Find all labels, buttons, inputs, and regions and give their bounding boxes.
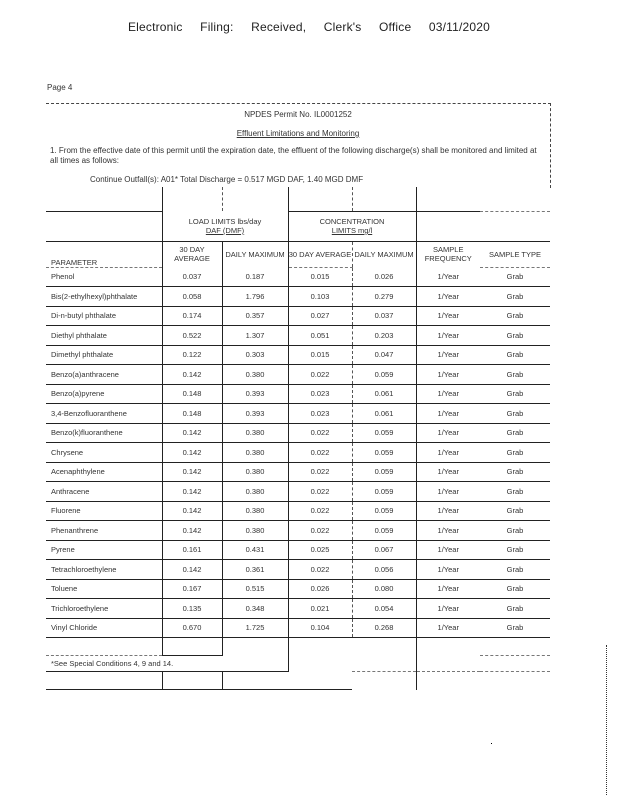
cell-parameter: Vinyl Chloride (46, 618, 162, 638)
cell-type: Grab (480, 326, 550, 346)
cell-load-daily-max: 0.380 (222, 482, 288, 502)
cell-load-30day: 0.122 (162, 345, 222, 365)
cell-conc-30day: 0.023 (288, 384, 352, 404)
cell-parameter: Benzo(a)anthracene (46, 365, 162, 385)
table-row (46, 287, 550, 307)
cell-conc-30day: 0.027 (288, 306, 352, 326)
cell-load-daily-max: 0.431 (222, 540, 288, 560)
outfall-description: Continue Outfall(s): A01* Total Discharge = 0.517 MGD DAF, 1.40 MGD DMF (90, 175, 364, 184)
cell-load-30day: 0.135 (162, 599, 222, 619)
cell-conc-30day: 0.021 (288, 599, 352, 619)
cell-conc-30day: 0.022 (288, 443, 352, 463)
cell-load-30day: 0.174 (162, 306, 222, 326)
col-conc-30day: 30 DAY AVERAGE (288, 241, 352, 267)
cell-parameter: Dimethyl phthalate (46, 345, 162, 365)
intro-paragraph: 1. From the effective date of this permit until the expiration date, the effluent of the following discharge(s) shall be monitored and limited at all times as follows: (50, 146, 537, 165)
cell-load-daily-max: 0.393 (222, 384, 288, 404)
table-row (46, 462, 550, 482)
cell-load-daily-max: 1.307 (222, 326, 288, 346)
cell-conc-30day: 0.026 (288, 579, 352, 599)
col-conc-daily-max: DAILY MAXIMUM (352, 241, 416, 267)
table-row (46, 423, 550, 443)
cell-frequency: 1/Year (416, 384, 480, 404)
load-limits-header: LOAD LIMITS lbs/day (188, 216, 262, 226)
cell-parameter: Anthracene (46, 482, 162, 502)
table-row (46, 618, 550, 638)
cell-load-daily-max: 0.303 (222, 345, 288, 365)
cell-frequency: 1/Year (416, 462, 480, 482)
cell-parameter: Fluorene (46, 501, 162, 521)
cell-load-30day: 0.058 (162, 287, 222, 307)
cell-frequency: 1/Year (416, 540, 480, 560)
cell-conc-daily-max: 0.067 (352, 540, 416, 560)
cell-parameter: Trichloroethylene (46, 599, 162, 619)
cell-parameter: Tetrachloroethylene (46, 560, 162, 580)
cell-conc-daily-max: 0.059 (352, 423, 416, 443)
cell-conc-daily-max: 0.037 (352, 306, 416, 326)
cell-parameter: Benzo(k)fluoranthene (46, 423, 162, 443)
filing-stamp: Electronic Filing: Received, Clerk's Office 03/11/2020 (127, 20, 491, 34)
cell-load-daily-max: 0.393 (222, 404, 288, 424)
cell-conc-daily-max: 0.059 (352, 462, 416, 482)
scan-edge-marks (606, 645, 608, 795)
table-row (46, 482, 550, 502)
cell-load-daily-max: 0.380 (222, 443, 288, 463)
col-sample-frequency: SAMPLE FREQUENCY (416, 241, 480, 267)
cell-conc-30day: 0.023 (288, 404, 352, 424)
cell-load-daily-max: 0.380 (222, 501, 288, 521)
group-header-row (46, 211, 550, 241)
effluent-limits-table (46, 187, 550, 690)
table-row (46, 540, 550, 560)
cell-parameter: Chrysene (46, 443, 162, 463)
cell-conc-daily-max: 0.203 (352, 326, 416, 346)
cell-load-30day: 0.142 (162, 560, 222, 580)
cell-conc-daily-max: 0.080 (352, 579, 416, 599)
cell-conc-30day: 0.022 (288, 521, 352, 541)
cell-load-30day: 0.148 (162, 384, 222, 404)
cell-frequency: 1/Year (416, 501, 480, 521)
cell-parameter: 3,4-Benzofluoranthene (46, 404, 162, 424)
cell-type: Grab (480, 384, 550, 404)
cell-type: Grab (480, 618, 550, 638)
cell-parameter: Di-n-butyl phthalate (46, 306, 162, 326)
cell-parameter: Toluene (46, 579, 162, 599)
cell-type: Grab (480, 345, 550, 365)
cell-load-30day: 0.142 (162, 521, 222, 541)
cell-load-30day: 0.142 (162, 462, 222, 482)
cell-type: Grab (480, 599, 550, 619)
cell-conc-daily-max: 0.059 (352, 482, 416, 502)
table-row (46, 579, 550, 599)
cell-load-30day: 0.142 (162, 423, 222, 443)
cell-frequency: 1/Year (416, 287, 480, 307)
cell-conc-30day: 0.103 (288, 287, 352, 307)
cell-type: Grab (480, 267, 550, 287)
cell-type: Grab (480, 560, 550, 580)
table-row (46, 443, 550, 463)
cell-type: Grab (480, 540, 550, 560)
cell-conc-daily-max: 0.279 (352, 287, 416, 307)
table-row (46, 267, 550, 287)
table-row (46, 345, 550, 365)
cell-parameter: Phenol (46, 267, 162, 287)
cell-frequency: 1/Year (416, 345, 480, 365)
cell-frequency: 1/Year (416, 579, 480, 599)
cell-conc-daily-max: 0.047 (352, 345, 416, 365)
cell-load-30day: 0.167 (162, 579, 222, 599)
cell-conc-daily-max: 0.059 (352, 443, 416, 463)
cell-conc-daily-max: 0.059 (352, 501, 416, 521)
cell-frequency: 1/Year (416, 404, 480, 424)
cell-load-daily-max: 0.515 (222, 579, 288, 599)
cell-frequency: 1/Year (416, 482, 480, 502)
col-load-daily-max: DAILY MAXIMUM (222, 241, 288, 267)
page-number: Page 4 (47, 83, 73, 92)
cell-load-daily-max: 0.361 (222, 560, 288, 580)
cell-load-daily-max: 1.796 (222, 287, 288, 307)
table-row (46, 404, 550, 424)
cell-conc-daily-max: 0.056 (352, 560, 416, 580)
table-row (46, 326, 550, 346)
cell-frequency: 1/Year (416, 267, 480, 287)
cell-parameter: Phenanthrene (46, 521, 162, 541)
cell-type: Grab (480, 501, 550, 521)
cell-load-30day: 0.148 (162, 404, 222, 424)
cell-type: Grab (480, 579, 550, 599)
cell-frequency: 1/Year (416, 423, 480, 443)
cell-frequency: 1/Year (416, 365, 480, 385)
cell-load-daily-max: 0.380 (222, 423, 288, 443)
cell-load-30day: 0.670 (162, 618, 222, 638)
cell-frequency: 1/Year (416, 443, 480, 463)
scan-speck (491, 743, 492, 744)
cell-conc-daily-max: 0.059 (352, 521, 416, 541)
cell-conc-daily-max: 0.268 (352, 618, 416, 638)
cell-conc-30day: 0.022 (288, 482, 352, 502)
cell-frequency: 1/Year (416, 326, 480, 346)
cell-conc-30day: 0.022 (288, 501, 352, 521)
section-title: Effluent Limitations and Monitoring (236, 129, 360, 138)
permit-number: NPDES Permit No. IL0001252 (244, 110, 352, 119)
cell-load-30day: 0.037 (162, 267, 222, 287)
cell-load-30day: 0.142 (162, 443, 222, 463)
col-sample-type: SAMPLE TYPE (480, 241, 550, 267)
cell-conc-daily-max: 0.026 (352, 267, 416, 287)
cell-load-daily-max: 1.725 (222, 618, 288, 638)
cell-type: Grab (480, 423, 550, 443)
cell-load-30day: 0.142 (162, 482, 222, 502)
table-row (46, 501, 550, 521)
cell-load-daily-max: 0.380 (222, 365, 288, 385)
cell-type: Grab (480, 287, 550, 307)
cell-type: Grab (480, 521, 550, 541)
cell-frequency: 1/Year (416, 560, 480, 580)
cell-conc-30day: 0.015 (288, 267, 352, 287)
cell-parameter: Acenaphthylene (46, 462, 162, 482)
load-limits-subheader: DAF (DMF) (205, 225, 245, 235)
cell-conc-30day: 0.022 (288, 560, 352, 580)
column-header-row (46, 241, 550, 267)
cell-parameter: Pyrene (46, 540, 162, 560)
cell-frequency: 1/Year (416, 306, 480, 326)
cell-type: Grab (480, 404, 550, 424)
cell-conc-30day: 0.015 (288, 345, 352, 365)
cell-type: Grab (480, 443, 550, 463)
cell-frequency: 1/Year (416, 618, 480, 638)
cell-conc-30day: 0.025 (288, 540, 352, 560)
cell-load-daily-max: 0.380 (222, 462, 288, 482)
cell-parameter: Benzo(a)pyrene (46, 384, 162, 404)
concentration-subheader: LIMITS mg/l (331, 226, 373, 235)
cell-parameter: Diethyl phthalate (46, 326, 162, 346)
cell-load-daily-max: 0.187 (222, 267, 288, 287)
cell-load-daily-max: 0.348 (222, 599, 288, 619)
cell-conc-30day: 0.051 (288, 326, 352, 346)
cell-type: Grab (480, 365, 550, 385)
cell-conc-30day: 0.022 (288, 423, 352, 443)
table-row (46, 560, 550, 580)
cell-load-30day: 0.522 (162, 326, 222, 346)
col-load-30day: 30 DAY AVERAGE (162, 241, 222, 267)
cell-conc-30day: 0.022 (288, 365, 352, 385)
cell-conc-daily-max: 0.061 (352, 404, 416, 424)
cell-conc-daily-max: 0.059 (352, 365, 416, 385)
cell-type: Grab (480, 482, 550, 502)
cell-load-30day: 0.142 (162, 501, 222, 521)
table-row (46, 365, 550, 385)
cell-conc-30day: 0.022 (288, 462, 352, 482)
col-parameter: PARAMETER (46, 241, 162, 267)
table-row (46, 306, 550, 326)
cell-type: Grab (480, 306, 550, 326)
cell-conc-daily-max: 0.061 (352, 384, 416, 404)
cell-load-daily-max: 0.380 (222, 521, 288, 541)
cell-conc-daily-max: 0.054 (352, 599, 416, 619)
cell-frequency: 1/Year (416, 599, 480, 619)
cell-load-daily-max: 0.357 (222, 306, 288, 326)
table-row (46, 384, 550, 404)
cell-conc-30day: 0.104 (288, 618, 352, 638)
cell-frequency: 1/Year (416, 521, 480, 541)
table-row (46, 521, 550, 541)
footnote: *See Special Conditions 4, 9 and 14. (46, 656, 288, 672)
cell-type: Grab (480, 462, 550, 482)
concentration-header: CONCENTRATION (319, 217, 385, 226)
cell-load-30day: 0.142 (162, 365, 222, 385)
cell-parameter: Bis(2-ethylhexyl)phthalate (46, 287, 162, 307)
cell-load-30day: 0.161 (162, 540, 222, 560)
table-row (46, 599, 550, 619)
